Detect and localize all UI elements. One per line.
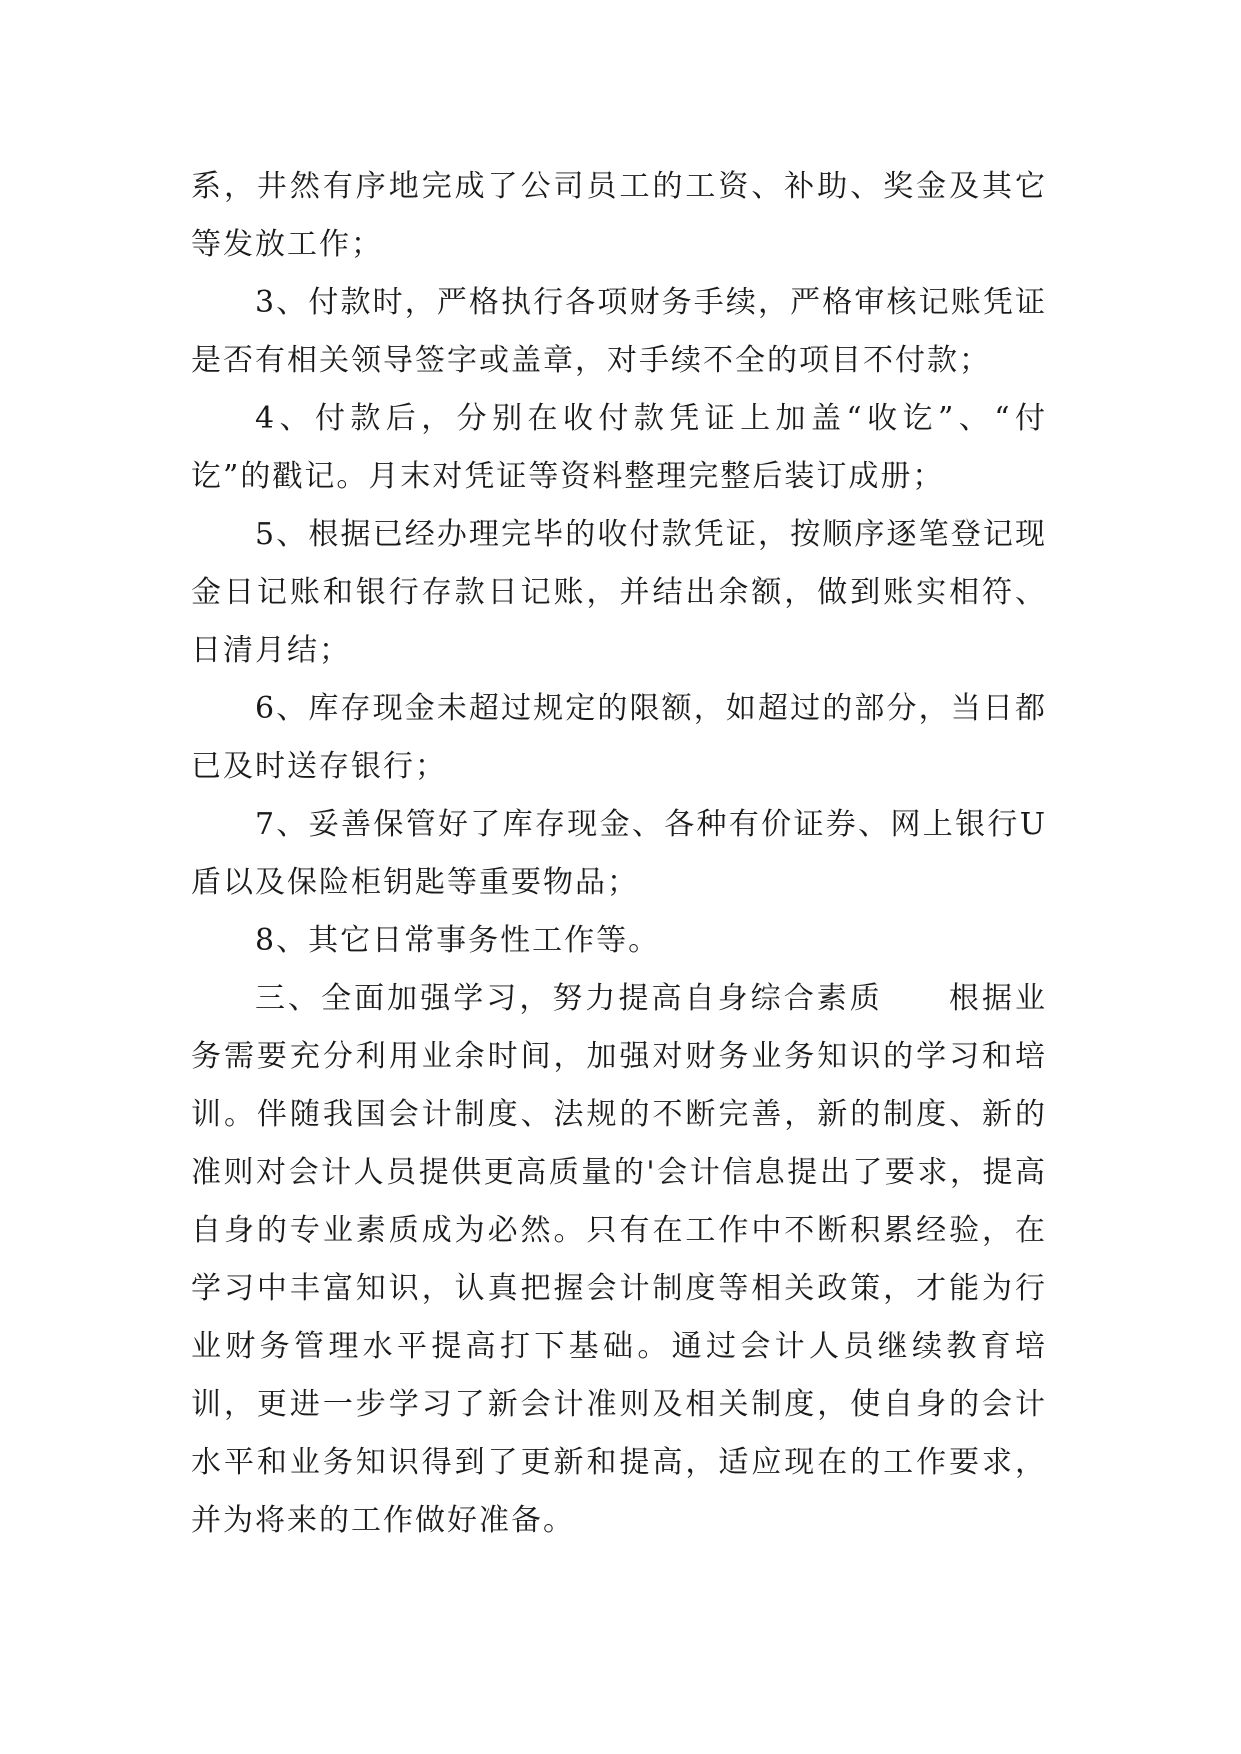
document-body bbox=[191, 158, 1047, 1550]
paragraph-item-8: 8、其它日常事务性工作等。 bbox=[255, 923, 661, 958]
paragraph-item-5: 5、根据已经办理完毕的收付款凭证，按顺序逐笔登记现金日记账和银行存款日记账，并结出余额，做到账实相符、日清月结； bbox=[191, 517, 1047, 668]
paragraph-item-4: 4、付款后，分别在收付款凭证上加盖“收讫”、“付讫”的戳记。月末对凭证等资料整理完整后装订成册； bbox=[191, 401, 1047, 494]
paragraph-item-7: 7、妥善保管好了库存现金、各种有价证券、网上银行U盾以及保险柜钥匙等重要物品； bbox=[191, 807, 1047, 900]
paragraph-continuation: 系，井然有序地完成了公司员工的工资、补助、奖金及其它等发放工作； bbox=[191, 169, 1047, 262]
paragraph-item-3: 3、付款时，严格执行各项财务手续，严格审核记账凭证是否有相关领导签字或盖章，对手续不全的项目不付款； bbox=[191, 285, 1047, 378]
paragraph-section-3: 三、全面加强学习，努力提高自身综合素质 根据业务需要充分利用业余时间，加强对财务业务知识的学习和培训。伴随我国会计制度、法规的不断完善，新的制度、新的准则对会计人员提供更高质量的'会计信息提出了要求，提高自身的专业素质成为必然。只有在工作中不断积累经验，在学习中丰富知识，认真把握会计制度等相关政策，才能为行业财务管理水平提高打下基础。通过会计人员继续教育培训，更进一步学习了新会计准则及相关制度，使自身的会计水平和业务知识得到了更新和提高，适应现在的工作要求，并为将来的工作做好准备。 bbox=[191, 981, 1047, 1538]
paragraph-item-6: 6、库存现金未超过规定的限额，如超过的部分，当日都已及时送存银行； bbox=[191, 691, 1047, 784]
